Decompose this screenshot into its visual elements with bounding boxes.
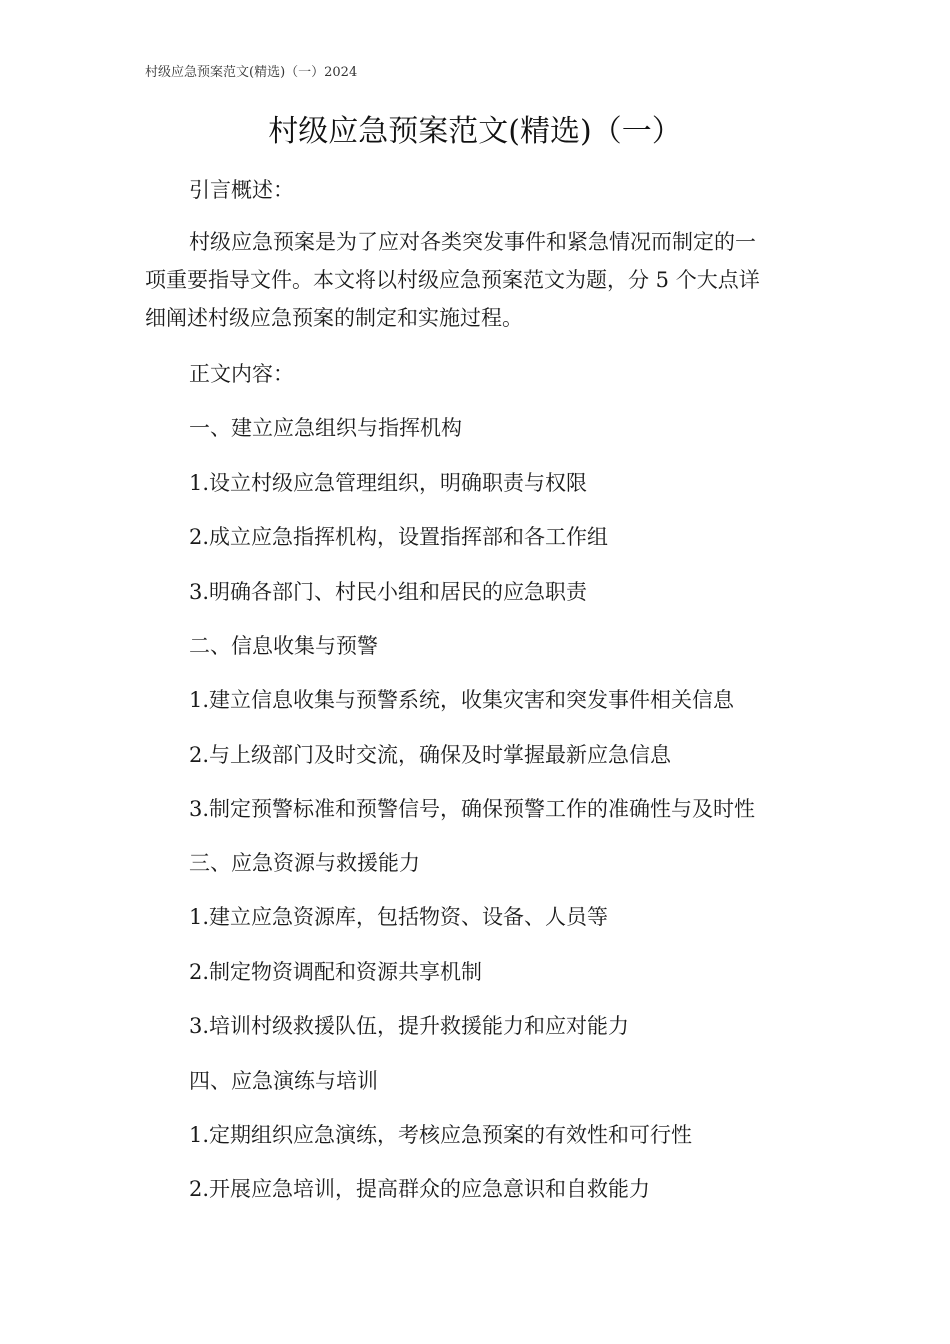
list-item: 2.制定物资调配和资源共享机制 (189, 960, 483, 984)
list-item: 1.定期组织应急演练，考核应急预案的有效性和可行性 (189, 1123, 693, 1147)
section-heading: 一、建立应急组织与指挥机构 (189, 416, 462, 440)
document-title: 村级应急预案范文(精选)（一） (268, 114, 682, 149)
section-heading: 四、应急演练与培训 (189, 1069, 378, 1093)
list-item: 2.成立应急指挥机构，设置指挥部和各工作组 (189, 525, 609, 549)
intro-paragraph-line: 细阐述村级应急预案的制定和实施过程。 (145, 306, 523, 330)
intro-heading: 引言概述： (189, 178, 294, 202)
section-heading: 二、信息收集与预警 (189, 634, 378, 658)
running-header: 村级应急预案范文(精选)（一）2024 (145, 65, 358, 80)
list-item: 1.设立村级应急管理组织，明确职责与权限 (189, 471, 588, 495)
list-item: 1.建立应急资源库，包括物资、设备、人员等 (189, 905, 609, 929)
intro-paragraph-line: 项重要指导文件。本文将以村级应急预案范文为题，分 5 个大点详 (145, 268, 760, 292)
list-item: 2.与上级部门及时交流，确保及时掌握最新应急信息 (189, 743, 672, 767)
section-heading: 三、应急资源与救援能力 (189, 851, 420, 875)
list-item: 3.制定预警标准和预警信号，确保预警工作的准确性与及时性 (189, 797, 756, 821)
list-item: 3.明确各部门、村民小组和居民的应急职责 (189, 580, 588, 604)
list-item: 2.开展应急培训，提高群众的应急意识和自救能力 (189, 1177, 651, 1201)
list-item: 3.培训村级救援队伍，提升救援能力和应对能力 (189, 1014, 630, 1038)
body-heading: 正文内容： (189, 362, 294, 386)
list-item: 1.建立信息收集与预警系统，收集灾害和突发事件相关信息 (189, 688, 735, 712)
intro-paragraph-line: 村级应急预案是为了应对各类突发事件和紧急情况而制定的一 (189, 230, 756, 254)
